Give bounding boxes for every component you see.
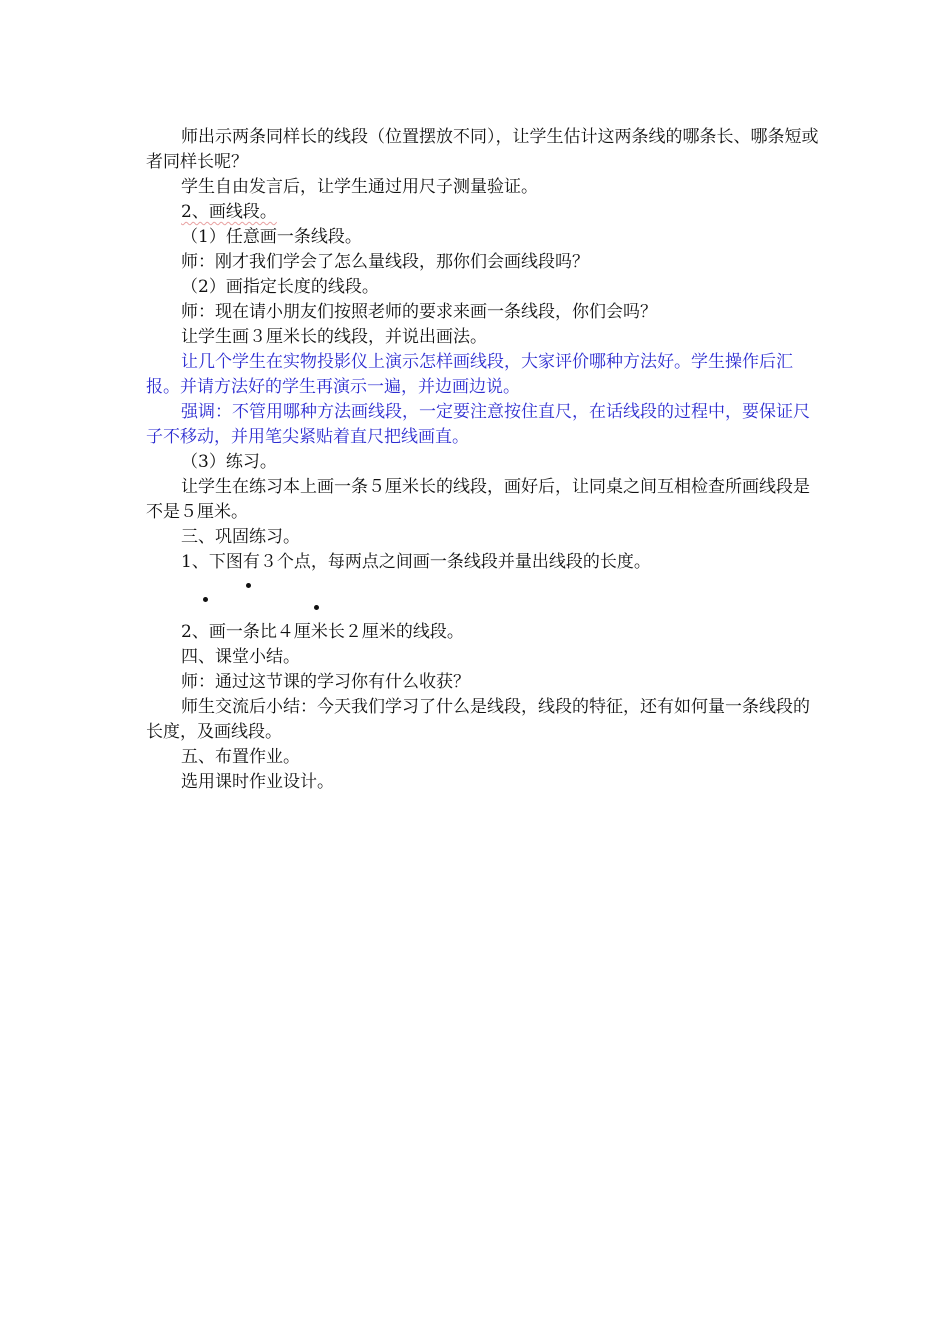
heading-summary: 四、课堂小结。 (181, 647, 300, 667)
paragraph-homework: 选用课时作业设计。 (181, 772, 334, 792)
paragraph-teacher-shows-segments: 师出示两条同样长的线段（位置摆放不同），让学生估计这两条线的哪条长、哪条短或者同样长呢？ (146, 127, 819, 172)
heading-draw-segment-text: 2、画线段。 (181, 202, 277, 222)
paragraph-step-1: （1）任意画一条线段。 (181, 227, 362, 247)
paragraph-teacher-question-2: 师：现在请小朋友们按照老师的要求来画一条线段，你们会吗？ (181, 302, 657, 322)
paragraph-three-points: 1、下图有３个点，每两点之间画一条线段并量出线段的长度。 (181, 552, 651, 572)
heading-homework: 五、布置作业。 (181, 747, 300, 767)
paragraph-summary: 师生交流后小结：今天我们学习了什么是线段，线段的特征，还有如何量一条线段的长度，及画线段。 (146, 697, 810, 742)
paragraph-draw-3cm: 让学生画３厘米长的线段，并说出画法。 (181, 327, 487, 347)
paragraph-practice-5cm: 让学生在练习本上画一条５厘米长的线段，画好后，让同桌之间互相检查所画线段是不是５厘米。 (146, 477, 810, 522)
paragraph-step-3: （3）练习。 (181, 452, 277, 472)
point-dot-top (246, 583, 251, 588)
paragraph-teacher-question-1: 师：刚才我们学会了怎么量线段，那你们会画线段吗？ (181, 252, 589, 272)
heading-consolidation: 三、巩固练习。 (181, 527, 300, 547)
three-points-figure (146, 575, 820, 620)
paragraph-draw-longer: 2、画一条比４厘米长２厘米的线段。 (181, 622, 464, 642)
paragraph-emphasis: 强调：不管用哪种方法画线段，一定要注意按住直尺，在话线段的过程中，要保证尺子不移动，并用笔尖紧贴着直尺把线画直。 (146, 402, 810, 447)
paragraph-step-2: （2）画指定长度的线段。 (181, 277, 379, 297)
document-body (146, 125, 820, 795)
paragraph-students-measure: 学生自由发言后，让学生通过用尺子测量验证。 (181, 177, 538, 197)
point-dot-right (314, 605, 319, 610)
paragraph-demo-projector: 让几个学生在实物投影仪上演示怎样画线段，大家评价哪种方法好。学生操作后汇报。并请方法好的学生再演示一遍，并边画边说。 (146, 352, 793, 397)
paragraph-teacher-question-3: 师：通过这节课的学习你有什么收获？ (181, 672, 470, 692)
heading-draw-segment (146, 200, 820, 225)
point-dot-left (203, 597, 208, 602)
